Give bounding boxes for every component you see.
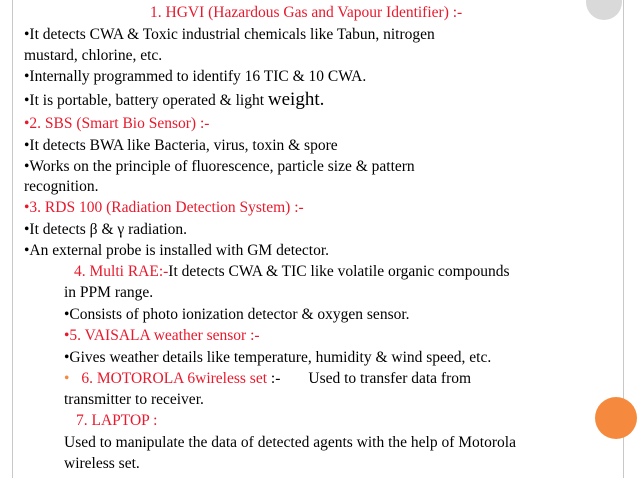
line-programmed: •Internally programmed to identify 16 TIC & 10 CWA. bbox=[24, 68, 367, 85]
title-heading: 1. HGVI (Hazardous Gas and Vapour Identifier) bbox=[150, 4, 449, 21]
line-bwa: •It detects BWA like Bacteria, virus, toxin & spore bbox=[24, 137, 338, 154]
decorative-circle-orange bbox=[595, 397, 637, 439]
multirae-heading: 4. Multi RAE:- bbox=[74, 263, 169, 280]
line-photo: •Consists of photo ionization detector & oxygen sensor. bbox=[64, 306, 410, 323]
motorola-heading: 6. MOTOROLA 6wireless set bbox=[81, 370, 268, 387]
line-multirae-cont: in PPM range. bbox=[64, 284, 154, 301]
line-multirae bbox=[74, 263, 510, 281]
line-motorola-cont: transmitter to receiver. bbox=[64, 391, 204, 408]
line-weather: •Gives weather details like temperature, humidity & wind speed, etc. bbox=[64, 349, 492, 366]
portable-text: •It is portable, battery operated & light bbox=[24, 92, 268, 109]
motorola-bullet: • bbox=[64, 370, 70, 387]
line-sbs-heading: •2. SBS (Smart Bio Sensor) :- bbox=[24, 115, 210, 132]
line-portable bbox=[24, 91, 324, 110]
portable-weight: weight. bbox=[267, 89, 325, 110]
multirae-text: It detects CWA & TIC like volatile organic compounds bbox=[168, 263, 510, 280]
motorola-text: Used to transfer data from bbox=[308, 370, 472, 387]
line-cwa: •It detects CWA & Toxic industrial chemicals like Tabun, nitrogen bbox=[24, 26, 435, 43]
line-probe: •An external probe is installed with GM detector. bbox=[24, 242, 330, 259]
line-cwa-cont: mustard, chlorine, etc. bbox=[24, 47, 163, 64]
line-laptop-text: Used to manipulate the data of detected agents with the help of Motorola bbox=[64, 434, 516, 451]
line-motorola bbox=[64, 370, 471, 388]
line-vaisala: •5. VAISALA weather sensor :- bbox=[64, 327, 260, 344]
title-suffix: :- bbox=[448, 4, 463, 21]
line-rds-heading: •3. RDS 100 (Radiation Detection System) :- bbox=[24, 199, 304, 216]
motorola-sep: :- bbox=[267, 370, 281, 387]
line-fluorescence-cont: recognition. bbox=[24, 178, 99, 195]
line-laptop-heading: 7. LAPTOP : bbox=[76, 412, 158, 429]
line-radiation: •It detects β & γ radiation. bbox=[24, 221, 188, 238]
line-laptop-cont: wireless set. bbox=[64, 455, 140, 472]
line-fluorescence: •Works on the principle of fluorescence, particle size & pattern bbox=[24, 158, 415, 175]
title-line bbox=[150, 4, 462, 22]
